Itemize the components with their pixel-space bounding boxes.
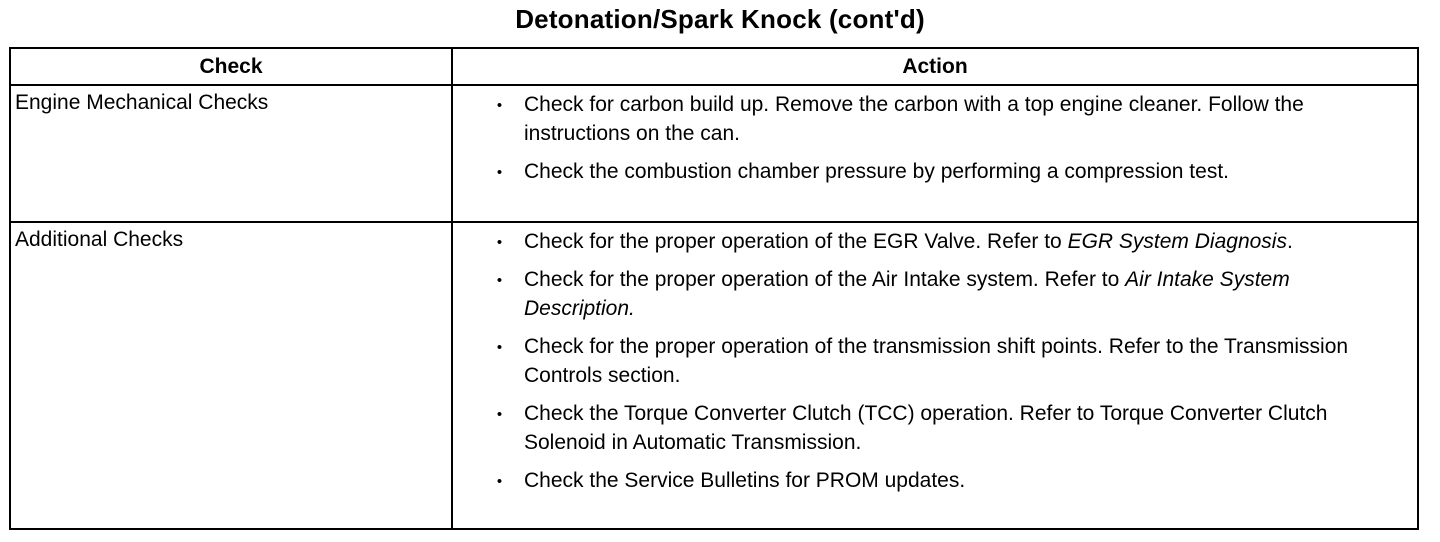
action-text: Check for the proper operation of the Air Intake system. Refer to (524, 268, 1126, 291)
action-item (475, 332, 1387, 390)
action-text: Check for the proper operation of the transmission shift points. Refer to the Transmission Controls section. (524, 335, 1349, 387)
table-header-row (10, 48, 1418, 85)
bullet-icon: • (496, 473, 503, 490)
action-list (475, 90, 1387, 186)
action-item (475, 399, 1387, 457)
column-header-action: Action (452, 48, 1418, 85)
page-title: Detonation/Spark Knock (cont'd) (515, 4, 925, 34)
diagnostic-table (9, 47, 1419, 530)
check-cell-engine-mechanical: Engine Mechanical Checks (10, 85, 452, 222)
column-header-check: Check (10, 48, 452, 85)
action-text: Check the Torque Converter Clutch (TCC) operation. Refer to Torque Converter Clutch Solenoid in Automatic Transmission. (524, 402, 1328, 454)
action-text: Check for the proper operation of the EGR Valve. Refer to (524, 230, 1068, 253)
action-text: Check the combustion chamber pressure by performing a compression test. (524, 160, 1229, 183)
reference-egr-system-diagnosis: EGR System Diagnosis (1067, 230, 1287, 253)
action-item (475, 466, 1387, 495)
table-row (10, 222, 1418, 529)
bullet-icon: • (496, 164, 503, 181)
action-cell (452, 222, 1418, 529)
bullet-icon: • (496, 339, 503, 356)
bullet-icon: • (496, 234, 503, 251)
action-cell (452, 85, 1418, 222)
action-text: Check for carbon build up. Remove the carbon with a top engine cleaner. Follow the instructions on the can. (524, 93, 1304, 145)
action-item (475, 265, 1387, 323)
check-cell-additional: Additional Checks (10, 222, 452, 529)
action-item (475, 90, 1387, 148)
action-item (475, 227, 1387, 256)
reference-air-intake-system-description: Air Intake System Description. (524, 268, 1290, 320)
action-list (475, 227, 1387, 495)
action-item (475, 157, 1387, 186)
action-text-tail: . (1286, 230, 1293, 253)
bullet-icon: • (496, 272, 503, 289)
action-text: Check the Service Bulletins for PROM updates. (524, 469, 966, 492)
table-row (10, 85, 1418, 222)
bullet-icon: • (496, 97, 503, 114)
bullet-icon: • (496, 406, 503, 423)
